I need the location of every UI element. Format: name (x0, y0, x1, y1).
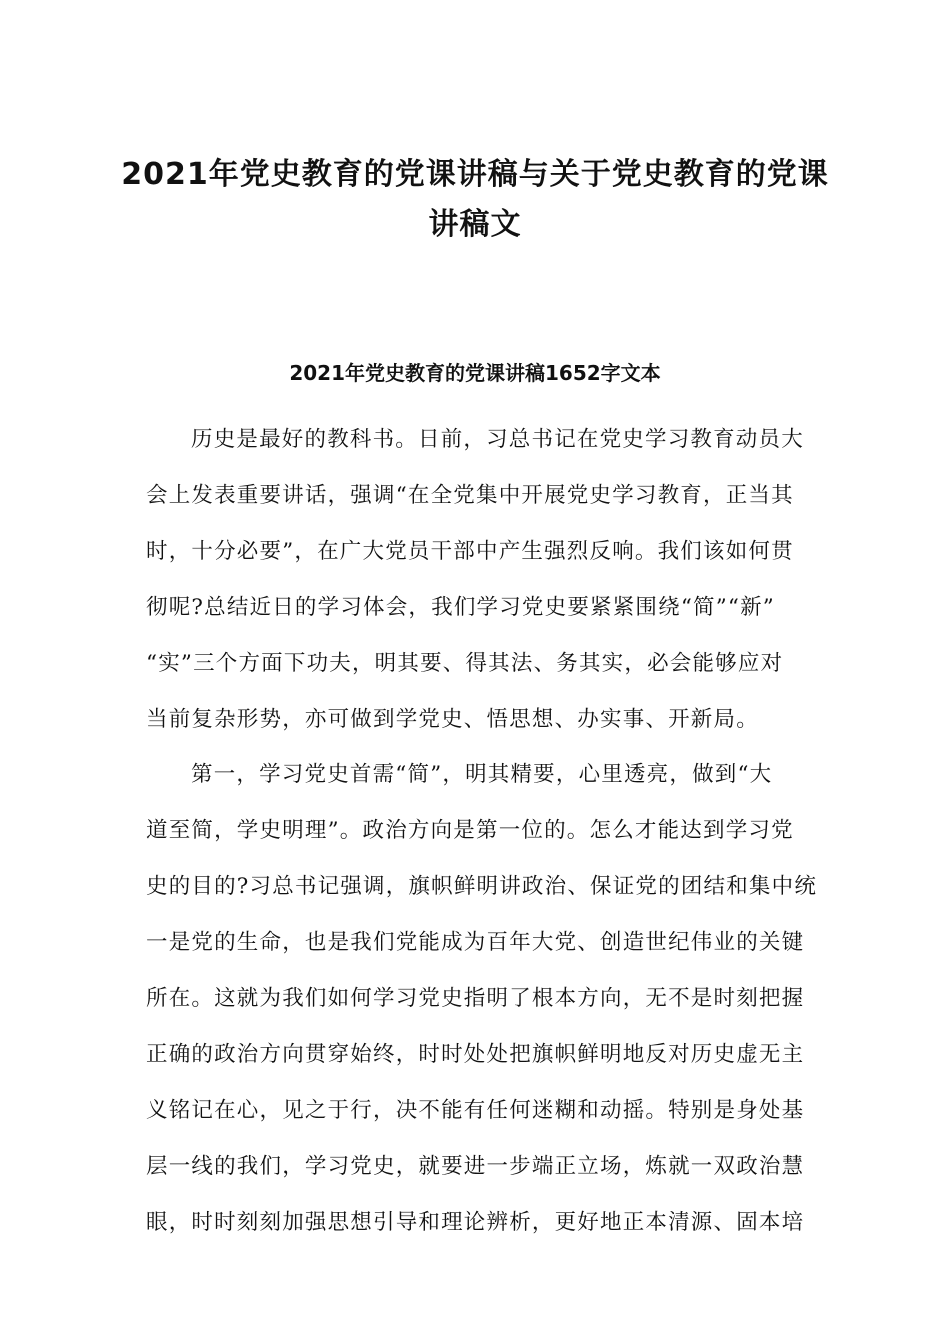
paragraph (146, 420, 826, 756)
paragraph-line: 一是党的生命，也是我们党能成为百年大党、创造世纪伟业的关键 (146, 930, 805, 955)
paragraph-line: 彻呢?总结近日的学习体会，我们学习党史要紧紧围绕“简”“新” (146, 595, 775, 620)
title-line: 讲稿文 (428, 207, 522, 242)
section-heading: 2021年党史教育的党课讲稿1652字文本 (289, 361, 661, 385)
paragraph-line: 史的目的?习总书记强调，旗帜鲜明讲政治、保证党的团结和集中统 (146, 874, 818, 899)
paragraph-line: 层一线的我们，学习党史，就要进一步端正立场，炼就一双政治慧 (146, 1154, 805, 1179)
paragraph-line: “实”三个方面下功夫，明其要、得其法、务其实，必会能够应对 (146, 651, 784, 676)
paragraph-line: 正确的政治方向贯穿始终，时时处处把旗帜鲜明地反对历史虚无主 (146, 1042, 805, 1067)
paragraph (146, 755, 826, 1259)
paragraph-line: 时，十分必要”，在广大党员干部中产生强烈反响。我们该如何贯 (146, 539, 794, 564)
paragraph-line: 道至简，学史明理”。政治方向是第一位的。怎么才能达到学习党 (146, 818, 794, 843)
paragraph-line: 第一，学习党史首需“简”，明其精要，心里透亮，做到“大 (191, 762, 773, 787)
paragraph-line: 眼，时时刻刻加强思想引导和理论辨析，更好地正本清源、固本培 (146, 1210, 805, 1235)
paragraph-line: 会上发表重要讲话，强调“在全党集中开展党史学习教育，正当其 (146, 483, 794, 508)
paragraph-line: 当前复杂形势，亦可做到学党史、悟思想、办实事、开新局。 (146, 707, 759, 732)
paragraph-line: 义铭记在心，见之于行，决不能有任何迷糊和动摇。特别是身处基 (146, 1098, 805, 1123)
paragraph-line: 历史是最好的教科书。日前，习总书记在党史学习教育动员大 (191, 427, 804, 452)
title-line: 2021年党史教育的党课讲稿与关于党史教育的党课 (121, 157, 829, 192)
document-title (100, 150, 850, 250)
paragraph-line: 所在。这就为我们如何学习党史指明了根本方向，无不是时刻把握 (146, 986, 805, 1011)
